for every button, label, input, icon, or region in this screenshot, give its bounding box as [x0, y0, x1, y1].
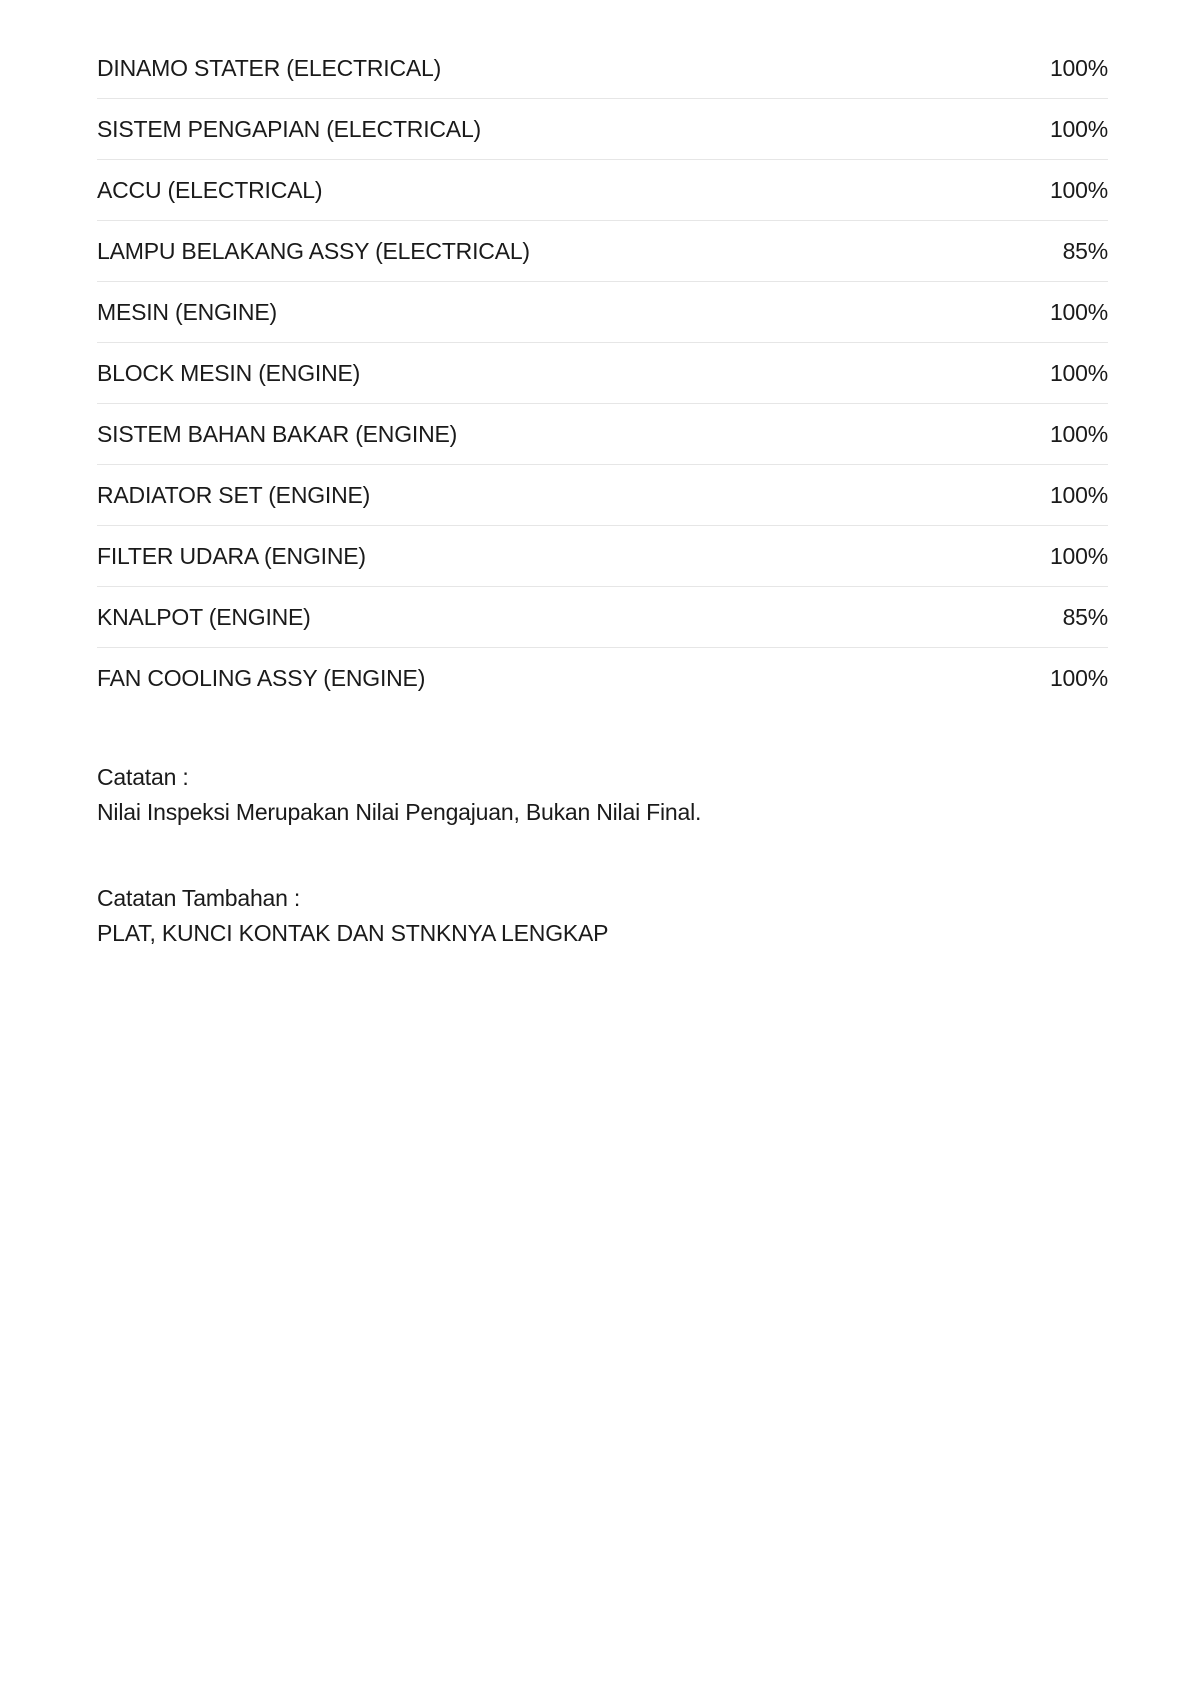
item-value: 100% — [1049, 176, 1108, 203]
table-row — [97, 343, 1108, 404]
additional-note-section — [97, 881, 1108, 951]
item-value: 85% — [1062, 603, 1108, 630]
item-name: DINAMO STATER (ELECTRICAL) — [97, 54, 442, 81]
item-value: 100% — [1049, 115, 1108, 142]
additional-note-label: Catatan Tambahan : — [97, 885, 301, 911]
item-value: 100% — [1049, 420, 1108, 447]
item-name: FILTER UDARA (ENGINE) — [97, 542, 366, 569]
additional-note-text: PLAT, KUNCI KONTAK DAN STNKNYA LENGKAP — [97, 920, 609, 946]
table-row — [97, 587, 1108, 648]
table-row — [97, 526, 1108, 587]
item-name: SISTEM PENGAPIAN (ELECTRICAL) — [97, 115, 481, 142]
item-name: SISTEM BAHAN BAKAR (ENGINE) — [97, 420, 458, 447]
item-value: 100% — [1049, 481, 1108, 508]
table-row — [97, 648, 1108, 708]
table-row — [97, 160, 1108, 221]
table-row — [97, 221, 1108, 282]
item-name: FAN COOLING ASSY (ENGINE) — [97, 664, 426, 691]
item-name: MESIN (ENGINE) — [97, 298, 277, 325]
item-name: ACCU (ELECTRICAL) — [97, 176, 323, 203]
table-row — [97, 282, 1108, 343]
item-name: KNALPOT (ENGINE) — [97, 603, 311, 630]
item-value: 100% — [1049, 298, 1108, 325]
item-value: 85% — [1062, 237, 1108, 264]
inspection-table — [97, 38, 1108, 708]
item-name: LAMPU BELAKANG ASSY (ELECTRICAL) — [97, 237, 530, 264]
item-value: 100% — [1049, 359, 1108, 386]
item-value: 100% — [1049, 542, 1108, 569]
item-value: 100% — [1049, 664, 1108, 691]
note-label: Catatan : — [97, 764, 189, 790]
table-row — [97, 465, 1108, 526]
table-row — [97, 404, 1108, 465]
item-name: BLOCK MESIN (ENGINE) — [97, 359, 361, 386]
table-row — [97, 99, 1108, 160]
note-text: Nilai Inspeksi Merupakan Nilai Pengajuan, Bukan Nilai Final. — [97, 799, 702, 825]
item-name: RADIATOR SET (ENGINE) — [97, 481, 371, 508]
item-value: 100% — [1049, 54, 1108, 81]
table-row — [97, 38, 1108, 99]
note-section — [97, 760, 1108, 830]
